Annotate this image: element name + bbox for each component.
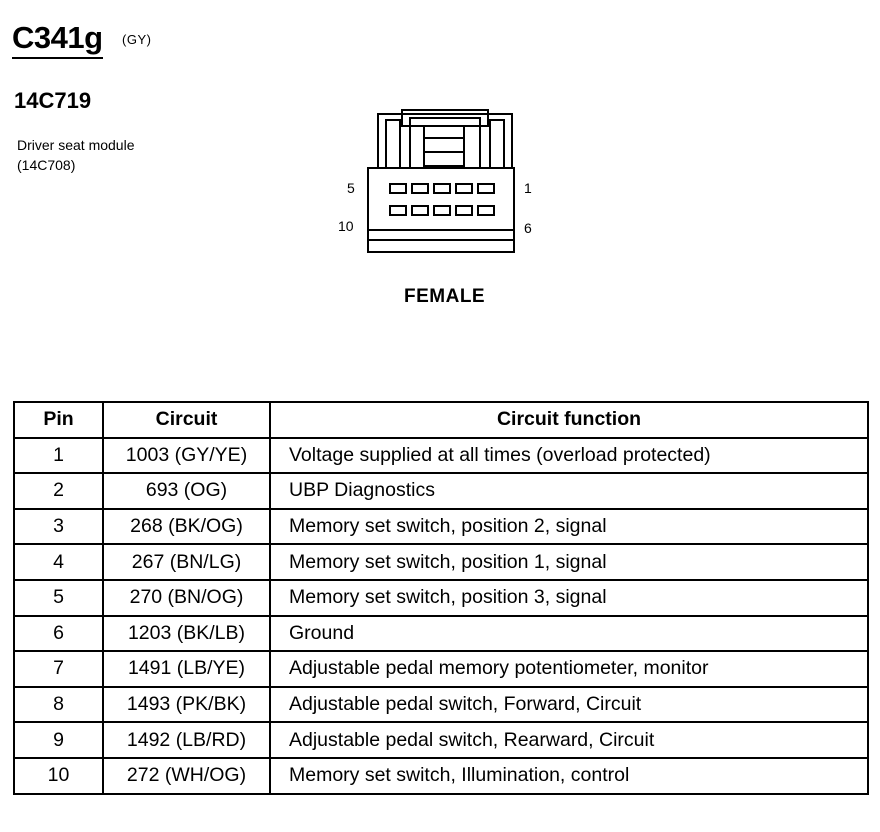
cell-circuit: 1003 (GY/YE) [103, 438, 270, 474]
table-row [14, 473, 868, 509]
pin-label-bottom-right: 6 [524, 220, 532, 236]
connector-title: C341g [12, 20, 103, 59]
cell-pin: 6 [14, 616, 103, 652]
pinout-table [13, 401, 869, 795]
table-row [14, 758, 868, 794]
connector-cavities [390, 184, 494, 215]
cell-pin: 3 [14, 509, 103, 545]
cell-function: Adjustable pedal switch, Rearward, Circuit [270, 722, 868, 758]
module-code: (14C708) [17, 157, 76, 173]
cell-function: Voltage supplied at all times (overload protected) [270, 438, 868, 474]
table-row [14, 544, 868, 580]
header-function: Circuit function [270, 402, 868, 438]
pin-label-bottom-left: 10 [338, 218, 354, 234]
cell-function: Adjustable pedal memory potentiometer, monitor [270, 651, 868, 687]
table-row [14, 651, 868, 687]
connector-gender-label: FEMALE [404, 286, 486, 307]
cell-pin: 9 [14, 722, 103, 758]
title-block [12, 20, 103, 59]
cell-function: Memory set switch, position 3, signal [270, 580, 868, 616]
cell-circuit: 1491 (LB/YE) [103, 651, 270, 687]
cell-circuit: 268 (BK/OG) [103, 509, 270, 545]
table-row [14, 722, 868, 758]
header-circuit: Circuit [103, 402, 270, 438]
cell-circuit: 1493 (PK/BK) [103, 687, 270, 723]
table-header-row [14, 402, 868, 438]
connector-color: (GY) [122, 32, 152, 47]
cell-circuit: 1492 (LB/RD) [103, 722, 270, 758]
connector-face-diagram [330, 100, 550, 260]
cell-circuit: 693 (OG) [103, 473, 270, 509]
header-pin: Pin [14, 402, 103, 438]
table-row [14, 580, 868, 616]
cell-function: Memory set switch, position 2, signal [270, 509, 868, 545]
pin-label-top-right: 1 [524, 180, 532, 196]
cell-function: Ground [270, 616, 868, 652]
cell-pin: 4 [14, 544, 103, 580]
table-row [14, 687, 868, 723]
cell-function: UBP Diagnostics [270, 473, 868, 509]
cell-pin: 8 [14, 687, 103, 723]
table-row [14, 509, 868, 545]
cell-pin: 5 [14, 580, 103, 616]
table-row [14, 438, 868, 474]
cell-circuit: 1203 (BK/LB) [103, 616, 270, 652]
connector-latch [378, 110, 512, 168]
cell-pin: 7 [14, 651, 103, 687]
cell-pin: 2 [14, 473, 103, 509]
cell-pin: 1 [14, 438, 103, 474]
cell-circuit: 272 (WH/OG) [103, 758, 270, 794]
cell-circuit: 267 (BN/LG) [103, 544, 270, 580]
module-name: Driver seat module [17, 137, 135, 153]
part-number: 14C719 [14, 88, 92, 113]
cell-function: Adjustable pedal switch, Forward, Circuit [270, 687, 868, 723]
table-row [14, 616, 868, 652]
cell-function: Memory set switch, Illumination, control [270, 758, 868, 794]
pin-label-top-left: 5 [347, 180, 355, 196]
cell-pin: 10 [14, 758, 103, 794]
cell-circuit: 270 (BN/OG) [103, 580, 270, 616]
cell-function: Memory set switch, position 1, signal [270, 544, 868, 580]
